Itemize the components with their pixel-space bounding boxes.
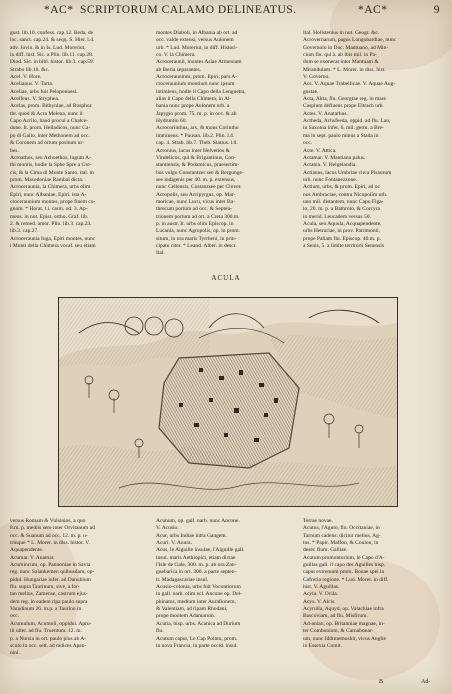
text-line: in Essexia Comit.: [303, 642, 342, 649]
text-line: Acroceraunii, montes Asiae Armeniam: [156, 59, 242, 66]
text-line: montes Diaboli, in Albania ab ort. ad: [156, 30, 238, 36]
text-line: Cafreria regione. * Lud. Morer. in diff.: [303, 576, 389, 583]
text-line: Acrocerauninm, prom. Epiri, pars A-: [156, 74, 238, 81]
text-line: in merid. Leucadem versus 50.: [303, 213, 371, 220]
text-line: sculo in occ. sett. ad radices Apen-: [10, 642, 87, 649]
text-line: occ.: [10, 613, 20, 620]
text-column-bottom-right: [303, 518, 443, 680]
text-line: 8.m. p. mediis sere inter Orvitanum ad: [10, 525, 95, 532]
text-line: guebarica in ort. 300. a parte septen-: [156, 569, 237, 576]
text-line: Aquapendente.: [10, 547, 44, 554]
header-ornament-left: *AC*: [44, 4, 74, 16]
text-line: dum se exonerat inter Mantuam &: [303, 59, 379, 66]
text-line: Acumar. V. Anamar.: [10, 554, 55, 561]
text-line: p. in austr. It. urbs olim Episcop. in: [156, 220, 234, 227]
text-line: Acrovernarum, pagus Longobardiae, nunc: [303, 37, 397, 44]
text-line: Aceliae, urbs fuit Peloponnesi.: [10, 88, 78, 95]
text-line: Actamar. V. Mantiana palus.: [303, 154, 366, 161]
text-line: nos Ambraciae, contra Nicopolim urb.: [303, 191, 388, 198]
text-line: Acuri. V. Anura.: [156, 540, 193, 547]
text-line: Ad-anian, op. Britanniae magnae, in-: [303, 620, 385, 627]
text-line: Acumincum, op. Pannoniae in Savia: [10, 562, 91, 569]
text-line: Acroceraunia, la Chimera, urbs olim: [10, 184, 91, 191]
text-line: Diod. Sic. in bibl. histor. lib.3. cap.59.: [10, 59, 95, 66]
text-line: nunc Cellensis, Costanzsee per Clover.: [156, 184, 242, 191]
text-line: moricae, nunc Lucu, vicus inter Ba-: [156, 198, 235, 205]
text-line: lib.3. cap.27.: [10, 228, 39, 235]
text-line: Acutus, l'Aguto, flu. Occitaniae, in: [303, 525, 380, 532]
text-line: Acs. V. Aquae Trabellicae. V. Aquae Aug-: [303, 81, 396, 88]
text-line: urb. nunc Fontanezzone.: [303, 176, 358, 183]
text-line: Actheda, Achsfeeda, oppid. ad flu. Lau,: [303, 118, 391, 125]
text-column-top-left: [10, 30, 148, 262]
text-line: threcum portum ad occ. & Septen-: [156, 206, 233, 213]
text-line: prom. Macedoniae Rambal dicta.: [10, 176, 84, 183]
text-line: ma in sept. paulo minus a Stada in: [303, 132, 379, 139]
text-line: Actianus, lacus Umbriae circa Pisaurum: [303, 169, 392, 176]
text-line: situm, in ora maris Tyrrheni, in prin-: [156, 235, 237, 242]
text-line: cium flu. qui à. ab ibis mil. in Pa-: [303, 52, 377, 59]
text-line: nini.: [10, 650, 20, 657]
text-line: pidul. Hungariae infer. ad Danubium: [10, 576, 91, 583]
map-caption: ACULA: [211, 274, 241, 282]
text-line: lo, 20. m. p. a Bathroto, & Corcyra: [303, 206, 380, 213]
text-line: phinatus, medium inter Aurafionem,: [156, 598, 236, 605]
text-line: reg. nunc Salankemen quibusdam, op-: [10, 569, 95, 576]
text-line: cap. 4. Strab. lib.7. Theb. Statius. l.8.: [156, 140, 238, 147]
text-line: Acus, le Aiguille insulae, l'Aiguille gall.: [156, 547, 245, 554]
text-line: meus. in not. Epist. ortho. Graf. lib.: [10, 213, 89, 220]
text-line: deser. flum. Galliae.: [303, 547, 348, 554]
text-line: p. a Nursia in ort. paulo plus ab A-: [10, 635, 87, 642]
text-line: in diff. hist. Sic. a Plin. lib.11. cap.28.: [10, 52, 94, 59]
engraving-image: [59, 298, 397, 506]
text-line: trionem portum ad ort. a Creta 300.m.: [156, 213, 240, 220]
text-line: Acyla. V. Ocila.: [303, 591, 339, 598]
text-line: cis, & la Cima di Monte Santo. ital. in: [10, 169, 94, 176]
page-number: 9: [433, 4, 440, 16]
text-line: Ital. Hollstenius in not. Geogr. &c.: [303, 30, 380, 36]
text-line: Acroceraunia Iuga, Epiri montes, nunc: [10, 235, 96, 242]
text-line: Vindelicos, qui & Brigantinus, Con-: [156, 154, 236, 161]
text-line: Acyrulla, Aquyd, op. Valachiae infra: [303, 606, 384, 613]
text-line: Acropolis, seu Acripyrgus, op. Mar-: [156, 191, 236, 198]
text-line: bania nunc prope Aulonem urb. a: [156, 103, 230, 110]
text-line: & Valentiam, ad ripam Rhodani,: [156, 606, 228, 613]
text-line: ter Combonium, & Carnabonar-: [303, 628, 374, 635]
catchword: Ad-: [421, 679, 431, 685]
text-line: Hydruntio 60.: [156, 118, 187, 125]
text-line: see indigenis per 40. m. p. extensus,: [156, 176, 236, 183]
header-title: SCRIPTORUM CALAMO DELINEATUS.: [80, 4, 297, 16]
text-line: Strabo lib.16. &c.: [10, 66, 50, 73]
text-line: Mirandulam. * L. Morer. in diss. hist.: [303, 66, 386, 73]
text-line: l'Isle de Gale, 300. m. p. ab ora Zan-: [156, 562, 237, 569]
text-line: in gall. narb. olim ecl. Ancone op. Del-: [156, 591, 242, 598]
city-view-engraving: [58, 297, 398, 507]
text-line: intimiens, hodie il Capo della Lenguetta,: [156, 88, 246, 95]
header-ornament-right: *AC*: [358, 4, 388, 16]
text-line: Actium, urbs, & prom. Epiri, ad oc: [303, 184, 380, 191]
text-line: occ.: [303, 140, 313, 147]
text-line: adv. Jovin. & in Is. Lud. Moreriut,: [10, 44, 86, 51]
text-line: a Senis, 5. a limite territorii Senensis: [303, 242, 384, 249]
text-line: Acusio-colonia, urbs fuit Vocontiorum: [156, 584, 241, 591]
text-line: Acumulum, Acumoli, oppidul. Apru-: [10, 620, 92, 627]
text-line: flu. supra Taurinum, sive, a for-: [10, 584, 80, 591]
signature-mark: B: [379, 679, 384, 685]
text-line: stantiensis, & Podamicus, praesertim-: [156, 162, 240, 169]
text-line: Epiri, nunc Albaniae, Epiri. ista A-: [10, 191, 87, 198]
text-line: Caspium defluens prope Eltrach urb.: [303, 103, 384, 110]
text-line: Capo Acrilo, haud procul a Chalce-: [10, 118, 88, 125]
text-line: gnom. * Horat. l.i. carm. od. 3. Ap-: [10, 206, 88, 213]
text-line: hist. V. Aguillas.: [303, 584, 340, 591]
text-line: Acula, seu Aquula, Acquapendente,: [303, 220, 382, 227]
text-line: uno mil. distantem, nunc Capo Figa-: [303, 198, 384, 205]
text-line: bes.: [10, 147, 19, 154]
text-line: & Coronem ad ortum positum ur-: [10, 140, 84, 147]
text-line: Actania. V. Helgelandia.: [303, 162, 357, 169]
text-line: Varadinum 26. m.p. a Taurino in: [10, 606, 82, 613]
text-line: tr. Madagascariae insul.: [156, 576, 209, 583]
text-line: cipatu citer. * Leand. Alber. in descr.: [156, 242, 237, 249]
text-line: Acte. V. Attica.: [303, 147, 337, 154]
text-line: prope montem Adamarum.: [156, 613, 216, 620]
text-line: Acys. V. Alcis.: [303, 598, 336, 605]
text-line: urbs Hetruriae, in prov. Patrimonii,: [303, 228, 381, 235]
text-line: Acutia, hisp. urbs. Acanica ad Durium: [156, 620, 241, 627]
text-line: ab Iberia separantes.: [156, 66, 202, 73]
text-line: croceraunium montium nunc ipsum: [156, 81, 235, 88]
text-line: thi montis, hodie la Sphe Spre a Gre-: [10, 162, 92, 169]
text-line: Acunum, op. gall. narb. nunc Ancone.: [156, 518, 240, 524]
text-line: Acelfeus. V. Stryphea.: [10, 96, 60, 103]
text-line: Acta, Akta, flu. Georgiae reg. in mare: [303, 96, 386, 103]
text-line: occ. valde extensi, versus Aulonem: [156, 37, 234, 44]
text-line: urb. * Lud. Moreriut, in diff. Histori-: [156, 44, 238, 51]
text-line: Acur, urbs Indiae intra Gangem.: [156, 532, 227, 539]
text-line: 2. & remed. amor. Plin. lib.3. cap.23.: [10, 220, 92, 227]
text-line: Ital.: [156, 250, 165, 257]
text-line: Acelas, prom. Bithyniae, ad Bosphor.: [10, 103, 93, 110]
text-line: gustae.: [303, 88, 319, 95]
text-line: co. V. la Chimera.: [156, 52, 196, 59]
text-line: dem reg. in eadem ripa paulo supra: [10, 598, 88, 605]
text-line: Acroathos, seu Achoethos, lugum A-: [10, 154, 91, 161]
text-line: po di Gallo, inter Methonem ad occ.: [10, 132, 90, 139]
text-line: Acelianus. V. Tarta.: [10, 81, 54, 88]
text-line: Governolo in Duc. Mantuano, ad Min-: [303, 44, 389, 51]
text-line: Tarnum cadens: dicitur melius, Ag-: [303, 532, 381, 539]
text-line: Acronius, lacus inter Helvetios &: [156, 147, 230, 154]
text-line: Acutum promontorium, le Capo d'A-: [303, 554, 385, 561]
text-line: Bascoviam, ad flu. Misfirum.: [303, 613, 368, 620]
text-line: tus. * Papir. Maffon, & Coulon, in: [303, 540, 379, 547]
text-line: V. Governo.: [303, 74, 330, 81]
text-line: insul. maris Aethiopici, etiam dictae: [156, 554, 236, 561]
text-line: i Monti della Chimera vocal. seu etiam: [10, 242, 96, 249]
text-line: thr. quod & Acra Melena, nunc il: [10, 110, 83, 117]
text-line: caput extremum prom. Bonae spei in: [303, 569, 385, 576]
text-line: in nova Francia, in parte occid. insul.: [156, 642, 238, 649]
text-line: guillas gall. il capo des Aguilles hisp.: [303, 562, 386, 569]
text-line: V. Acusio.: [156, 525, 179, 532]
text-line: Actes. V. Anatarhus.: [303, 110, 348, 117]
text-line: prope Paliam flu. Episcop. 40.m. p.: [303, 235, 381, 242]
text-line: gust. lib.10. confess. cap.12. Beda, de: [10, 30, 94, 36]
text-line: done. It. prom. Helladicos, nunc Ca-: [10, 125, 91, 132]
text-line: versus Romam & Vulsinios, a quo: [10, 518, 86, 524]
text-line: alias il Capo della Chimera, in Al-: [156, 96, 232, 103]
text-line: bus vulgo Constantzer see & Bergunge-: [156, 169, 244, 176]
running-header: [8, 4, 444, 20]
text-line: tii ulter. ad flu. Truentum. 12. m.: [10, 628, 82, 635]
text-line: Terrae novae.: [303, 518, 333, 524]
text-line: loc. sanct. cap.24. & seqq. S. Hier. l.4.: [10, 37, 95, 44]
text-line: Acel. V. Hore.: [10, 74, 42, 81]
text-line: um, nunc Iddtmemoshir, vicus Anglie: [303, 635, 386, 642]
text-line: trinque * L. Morer. in diss. histor. V.: [10, 540, 90, 547]
text-line: imminens. * Pausan. lib.2. Plin. l.4.: [156, 132, 235, 139]
text-line: Acrocorinthus, arx, & mons Corintho: [156, 125, 239, 132]
text-column-top-right: [303, 30, 443, 292]
text-line: occ. & Suanum ad occ. 12. m. p. u-: [10, 532, 88, 539]
text-line: Acutum caput, Le Cap Pointu, prom.: [156, 635, 238, 642]
text-line: Japygio prom. 75. m. p. in occ. & ab: [156, 110, 237, 117]
text-column-top-middle: [156, 30, 296, 292]
text-line: in Saxonia infer. 6. mil. germ. a Bre-: [303, 125, 384, 132]
text-line: Lucania, nunc Agropolis, op. in prom.: [156, 228, 240, 235]
text-line: flu.: [156, 628, 164, 635]
text-column-bottom-middle: [156, 518, 296, 680]
text-line: croceraunium montes, prope finem co-: [10, 198, 96, 205]
text-line: tan melius, Zamense, castrum ejus-: [10, 591, 88, 598]
text-column-bottom-left: [10, 518, 150, 680]
